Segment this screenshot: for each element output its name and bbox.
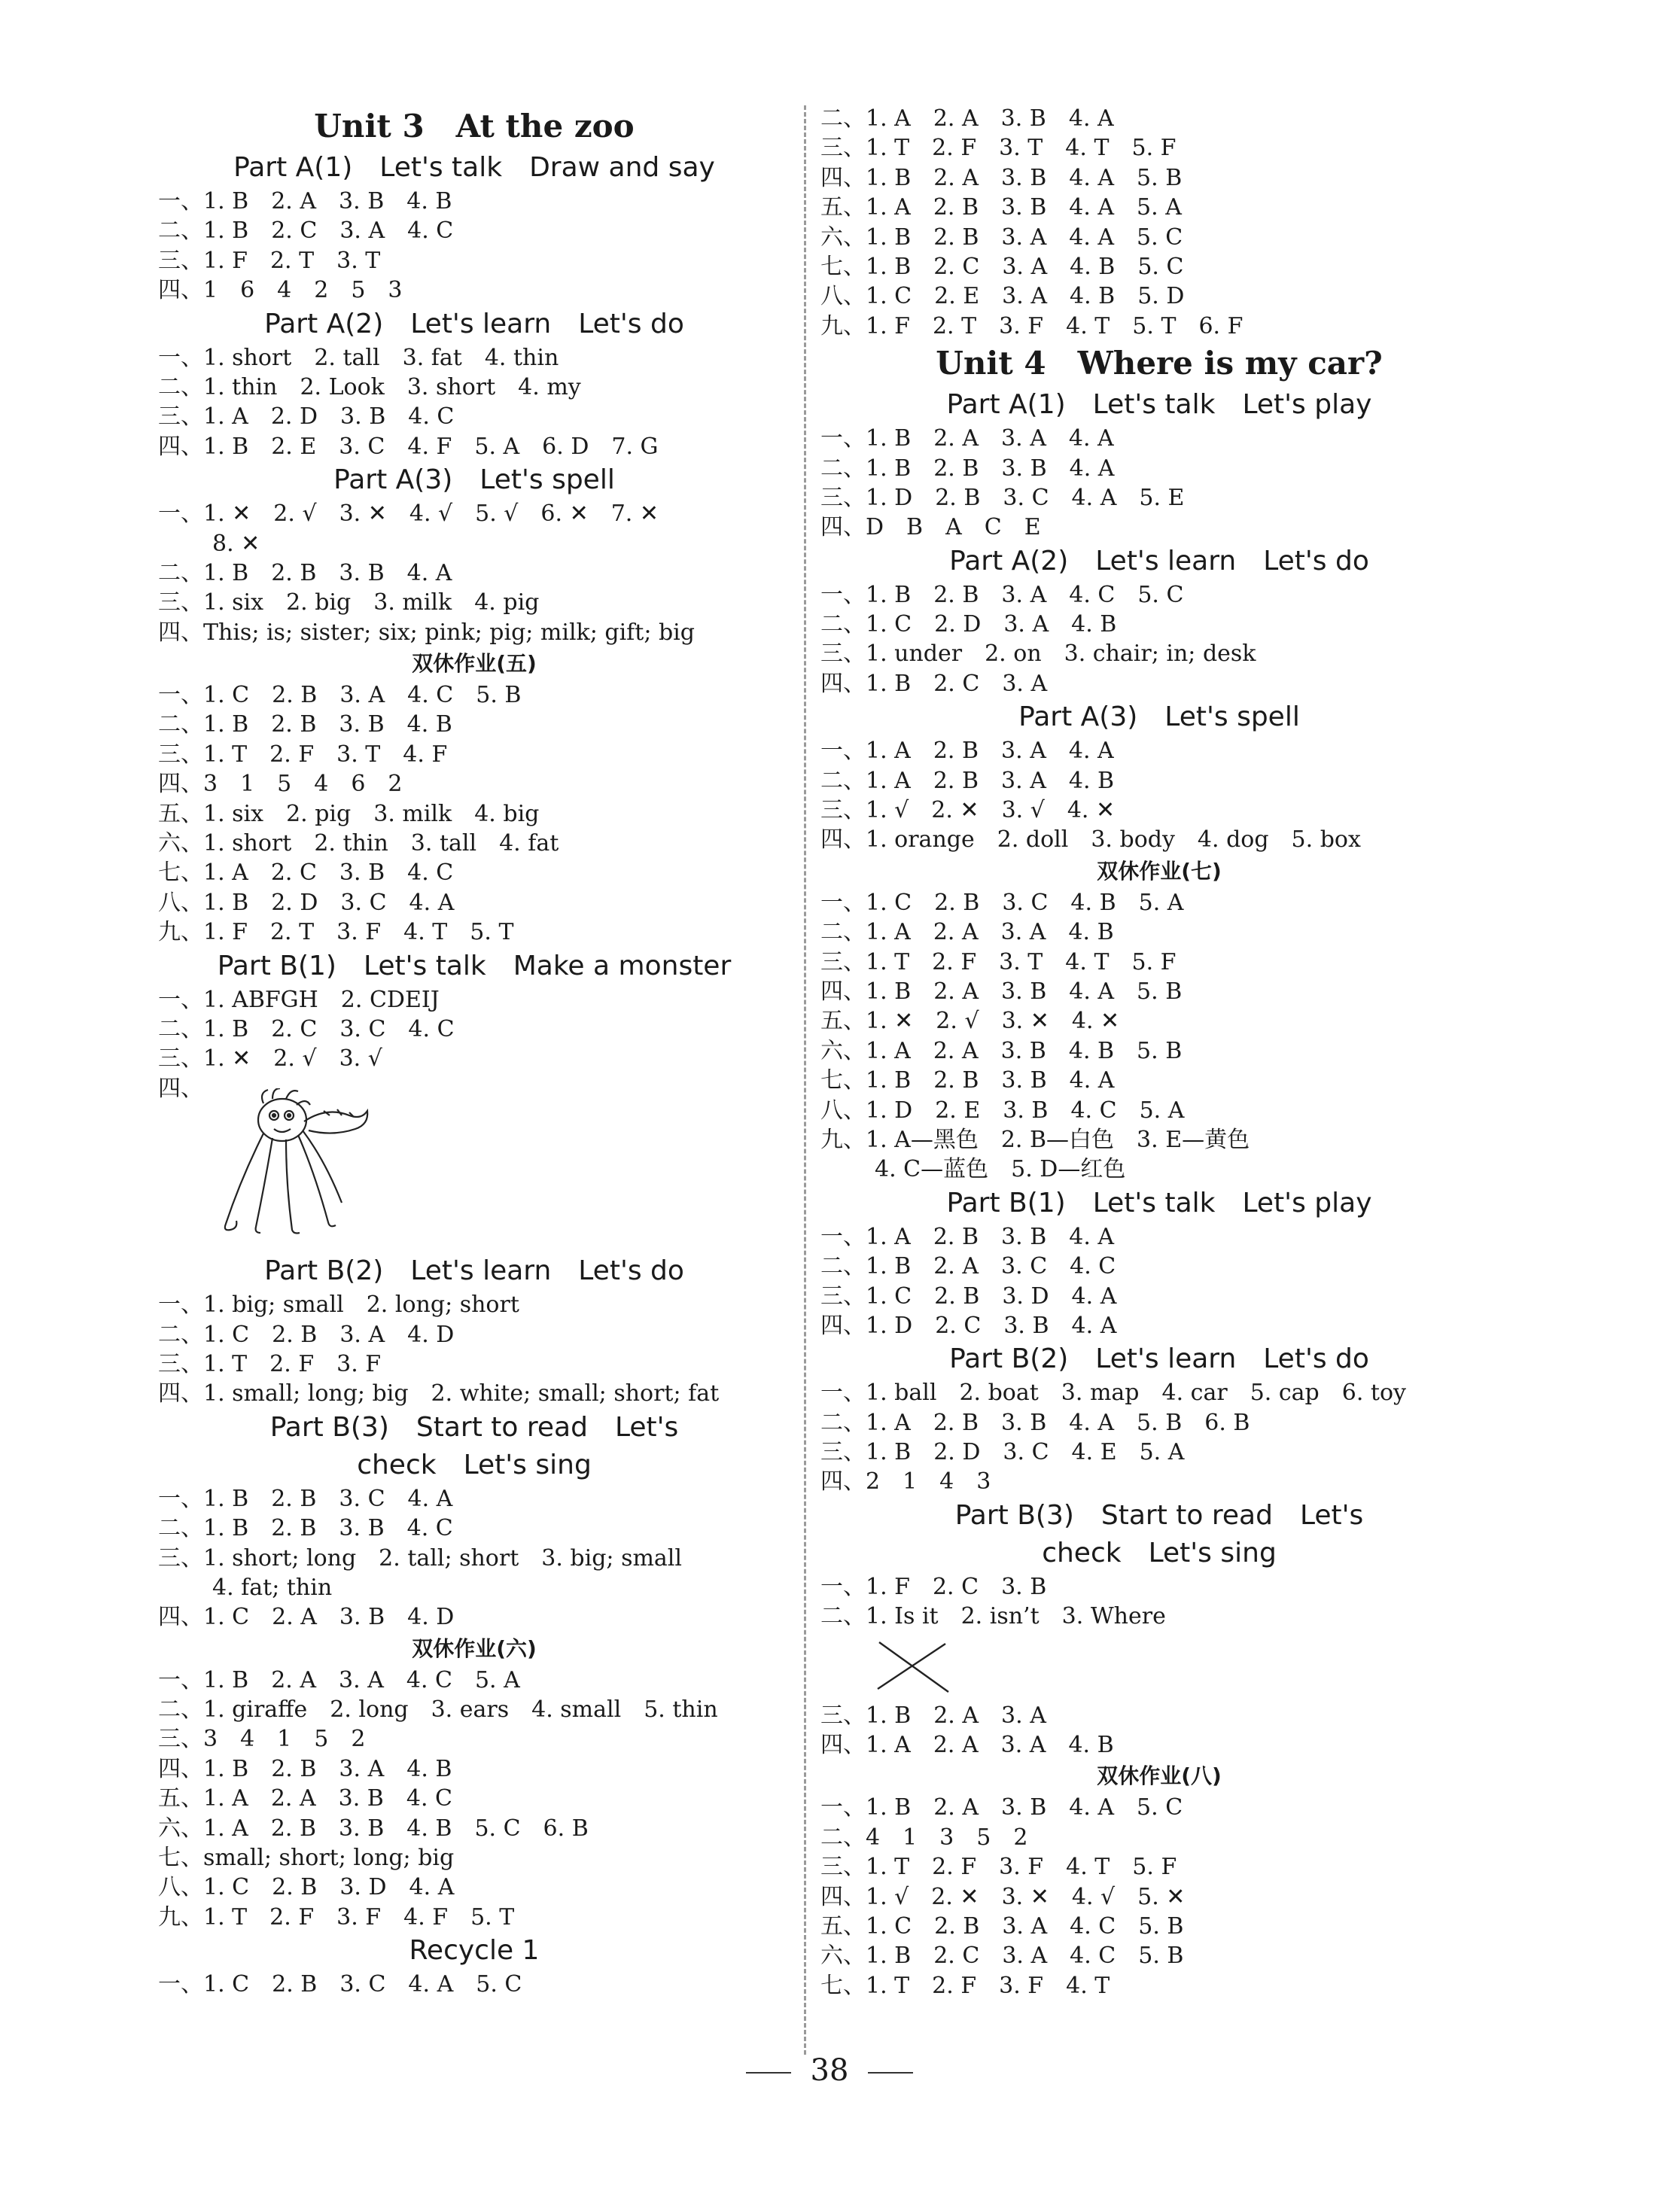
answer-line: 六、1. B 2. C 3. A 4. C 5. B [820, 1943, 1184, 1970]
footer-dash-right [868, 2072, 913, 2074]
answer-line: 七、1. B 2. B 3. B 4. A [820, 1067, 1115, 1094]
answer-line: 六、1. A 2. A 3. B 4. B 5. B [820, 1037, 1183, 1064]
answer-line: 三、3 4 1 5 2 [158, 1726, 366, 1753]
answer-line: 八、1. C 2. B 3. D 4. A [158, 1874, 455, 1901]
monster-drawing-icon [211, 1088, 406, 1239]
answer-line: 二、1. B 2. B 3. B 4. B [158, 711, 452, 738]
answer-line: 四、1. B 2. A 3. B 4. A 5. B [820, 978, 1183, 1005]
answer-line: 七、small; short; long; big [158, 1845, 455, 1872]
answer-line: 二、4 1 3 5 2 [820, 1824, 1028, 1851]
answer-line: 四、1. √ 2. ✕ 3. ✕ 4. √ 5. ✕ [820, 1883, 1186, 1910]
answer-line: 一、1. C 2. B 3. C 4. B 5. A [820, 889, 1184, 916]
answer-line: 四、1 6 4 2 5 3 [158, 277, 403, 304]
section-title-continued: check Let's sing [357, 1449, 592, 1480]
answer-line: 二、1. B 2. C 3. A 4. C [158, 218, 454, 245]
answer-line: 一、1. big; small 2. long; short [158, 1292, 519, 1319]
answer-line: 二、1. giraffe 2. long 3. ears 4. small 5. thin [158, 1696, 718, 1724]
answer-line: 三、1. T 2. F 3. T 4. T 5. F [820, 948, 1177, 975]
answer-line: 五、1. C 2. B 3. A 4. C 5. B [820, 1912, 1184, 1940]
answer-line: 4. C—蓝色 5. D—红色 [875, 1156, 1126, 1183]
answer-line: 五、1. A 2. B 3. B 4. A 5. A [820, 194, 1182, 221]
answer-line: 4. fat; thin [212, 1574, 333, 1601]
answer-line: 8. ✕ [212, 530, 260, 557]
footer-dash-left [746, 2072, 791, 2074]
answer-line: 七、1. T 2. F 3. F 4. T [820, 1972, 1110, 1999]
answer-line: 三、1. T 2. F 3. T 4. F [158, 741, 448, 768]
answer-line: 三、1. C 2. B 3. D 4. A [820, 1282, 1117, 1310]
answer-line: 八、1. C 2. E 3. A 4. B 5. D [820, 283, 1185, 310]
answer-line: 二、1. A 2. B 3. A 4. B [820, 767, 1115, 794]
section-title: Part B(1) Let's talk Make a monster [217, 950, 732, 981]
answer-line: 五、1. A 2. A 3. B 4. C [158, 1785, 452, 1812]
answer-line: 二、1. A 2. B 3. B 4. A 5. B 6. B [820, 1409, 1250, 1436]
weekend-homework-title: 双休作业(五) [412, 651, 537, 677]
answer-line: 三、1. T 2. F 3. T 4. T 5. F [820, 135, 1177, 162]
monster-drawing [158, 1103, 790, 1252]
answer-line: 二、1. C 2. B 3. A 4. D [158, 1321, 455, 1348]
answer-line: 三、1. short; long 2. tall; short 3. big; small [158, 1544, 682, 1572]
page-number: 38 [810, 2053, 849, 2088]
section-title: Part A(1) Let's talk Let's play [946, 389, 1372, 421]
answer-line: 六、1. A 2. B 3. B 4. B 5. C 6. B [158, 1815, 589, 1842]
answer-line: 四、1. B 2. B 3. A 4. B [158, 1755, 452, 1782]
answer-line: 四、This; is; sister; six; pink; pig; milk; gift; big [158, 619, 695, 646]
right-column [820, 104, 1498, 2001]
answer-line: 八、1. D 2. E 3. B 4. C 5. A [820, 1097, 1185, 1124]
section-title: Part B(2) Let's learn Let's do [949, 1343, 1369, 1375]
answer-line: 一、1. B 2. A 3. B 4. B [158, 188, 452, 215]
weekend-homework-title: 双休作业(七) [1097, 858, 1222, 884]
section-title: Part A(2) Let's learn Let's do [949, 545, 1369, 577]
answer-line: 三、1. A 2. D 3. B 4. C [158, 403, 455, 431]
answer-line: 四、1. orange 2. doll 3. body 4. dog 5. box [820, 826, 1361, 853]
section-title: Part B(3) Start to read Let's [269, 1411, 679, 1443]
answer-line: 一、1. short 2. tall 3. fat 4. thin [158, 344, 559, 371]
answer-line: 九、1. F 2. T 3. F 4. T 5. T [158, 919, 514, 946]
answer-line: 三、1. ✕ 2. √ 3. √ [158, 1045, 382, 1073]
answer-line: 一、1. ABFGH 2. CDEIJ [158, 986, 440, 1013]
answer-line: 一、1. ball 2. boat 3. map 4. car 5. cap 6. toy [820, 1380, 1406, 1407]
section-title: Part B(3) Start to read Let's [954, 1499, 1364, 1531]
answer-line: 四、1. B 2. E 3. C 4. F 5. A 6. D 7. G [158, 433, 659, 460]
section-title: Part A(2) Let's learn Let's do [264, 308, 684, 339]
left-column [158, 104, 790, 2000]
answer-line: 四、 [158, 1075, 203, 1102]
answer-line: 八、1. B 2. D 3. C 4. A [158, 889, 455, 916]
section-title: Part A(1) Let's talk Draw and say [233, 152, 715, 183]
answer-line: 二、1. B 2. B 3. B 4. C [158, 1515, 453, 1542]
answer-line: 三、1. six 2. big 3. milk 4. pig [158, 589, 540, 616]
answer-line: 三、1. T 2. F 3. F [158, 1350, 382, 1377]
answer-line: 二、1. A 2. A 3. B 4. A [820, 105, 1114, 132]
answer-line: 二、1. C 2. D 3. A 4. B [820, 611, 1117, 638]
answer-line: 一、1. C 2. B 3. A 4. C 5. B [158, 682, 522, 709]
answer-line: 一、1. A 2. B 3. A 4. A [820, 738, 1114, 765]
answer-line: 四、2 1 4 3 [820, 1468, 991, 1495]
answer-line: 三、1. F 2. T 3. T [158, 247, 381, 274]
answer-line: 四、1. D 2. C 3. B 4. A [820, 1312, 1117, 1339]
answer-line: 四、1. small; long; big 2. white; small; short; fat [158, 1380, 720, 1407]
answer-line: 二、1. B 2. B 3. B 4. A [820, 455, 1115, 482]
answer-line: 四、D B A C E [820, 514, 1041, 541]
answer-line: 四、1. B 2. A 3. B 4. A 5. B [820, 164, 1183, 191]
answer-line: 六、1. B 2. B 3. A 4. A 5. C [820, 224, 1183, 251]
weekend-homework-title: 双休作业(六) [412, 1635, 537, 1661]
answer-line: 二、1. A 2. A 3. A 4. B [820, 919, 1114, 946]
matching-lines-figure [820, 1632, 1498, 1701]
weekend-homework-title: 双休作业(八) [1097, 1763, 1222, 1789]
section-title: Part B(1) Let's talk Let's play [946, 1187, 1372, 1219]
answer-line: 四、1. A 2. A 3. A 4. B [820, 1732, 1114, 1759]
answer-line: 三、1. √ 2. ✕ 3. √ 4. ✕ [820, 797, 1116, 824]
unit-3-title: Unit 3 At the zoo [314, 108, 635, 145]
answer-line: 二、1. B 2. A 3. C 4. C [820, 1253, 1116, 1280]
section-title-continued: check Let's sing [1042, 1537, 1277, 1568]
answer-line: 一、1. B 2. A 3. A 4. A [820, 425, 1114, 452]
answer-line: 三、1. B 2. A 3. A [820, 1702, 1046, 1729]
answer-line: 九、1. A—黑色 2. B—白色 3. E—黄色 [820, 1126, 1250, 1153]
answer-line: 四、3 1 5 4 6 2 [158, 771, 403, 798]
answer-line: 一、1. C 2. B 3. C 4. A 5. C [158, 1971, 522, 1998]
answer-line: 七、1. A 2. C 3. B 4. C [158, 860, 454, 887]
page-footer [0, 2053, 1659, 2088]
section-title: Part A(3) Let's spell [1018, 701, 1300, 733]
answer-line: 二、1. B 2. C 3. C 4. C [158, 1015, 455, 1042]
answer-line: 六、1. short 2. thin 3. tall 4. fat [158, 830, 559, 857]
answer-line: 三、1. D 2. B 3. C 4. A 5. E [820, 484, 1185, 511]
answer-line: 一、1. B 2. B 3. A 4. C 5. C [820, 581, 1184, 608]
answer-line: 五、1. six 2. pig 3. milk 4. big [158, 800, 540, 827]
section-title: Part B(2) Let's learn Let's do [264, 1255, 684, 1287]
answer-line: 九、1. F 2. T 3. F 4. T 5. T 6. F [820, 312, 1243, 339]
answer-line: 二、1. B 2. B 3. B 4. A [158, 559, 452, 586]
answer-line: 一、1. A 2. B 3. B 4. A [820, 1223, 1115, 1250]
answer-line: 一、1. B 2. A 3. B 4. A 5. C [820, 1794, 1183, 1821]
section-title: Part A(3) Let's spell [333, 464, 615, 496]
answer-line: 三、1. T 2. F 3. F 4. T 5. F [820, 1854, 1177, 1881]
answer-line: 七、1. B 2. C 3. A 4. B 5. C [820, 253, 1184, 280]
answer-line: 二、1. thin 2. Look 3. short 4. my [158, 373, 581, 400]
answer-line: 九、1. T 2. F 3. F 4. F 5. T [158, 1903, 515, 1931]
answer-line: 一、1. B 2. B 3. C 4. A [158, 1485, 453, 1512]
answer-line: 二、1. Is it 2. isn’t 3. Where [820, 1603, 1166, 1630]
answer-line: 五、1. ✕ 2. √ 3. ✕ 4. ✕ [820, 1008, 1120, 1035]
answer-line: 四、1. B 2. C 3. A [820, 670, 1048, 697]
answer-line: 四、1. C 2. A 3. B 4. D [158, 1604, 455, 1631]
answer-line: 一、1. ✕ 2. √ 3. ✕ 4. √ 5. √ 6. ✕ 7. ✕ [158, 501, 659, 528]
column-divider [804, 105, 806, 2055]
answer-line: 一、1. F 2. C 3. B [820, 1573, 1047, 1600]
section-title: Recycle 1 [409, 1935, 540, 1967]
crossed-lines-icon [873, 1633, 956, 1701]
unit-4-title: Unit 4 Where is my car? [936, 345, 1383, 382]
answer-line: 三、1. B 2. D 3. C 4. E 5. A [820, 1439, 1185, 1466]
answer-line: 三、1. under 2. on 3. chair; in; desk [820, 640, 1256, 668]
answer-line: 一、1. B 2. A 3. A 4. C 5. A [158, 1666, 520, 1693]
